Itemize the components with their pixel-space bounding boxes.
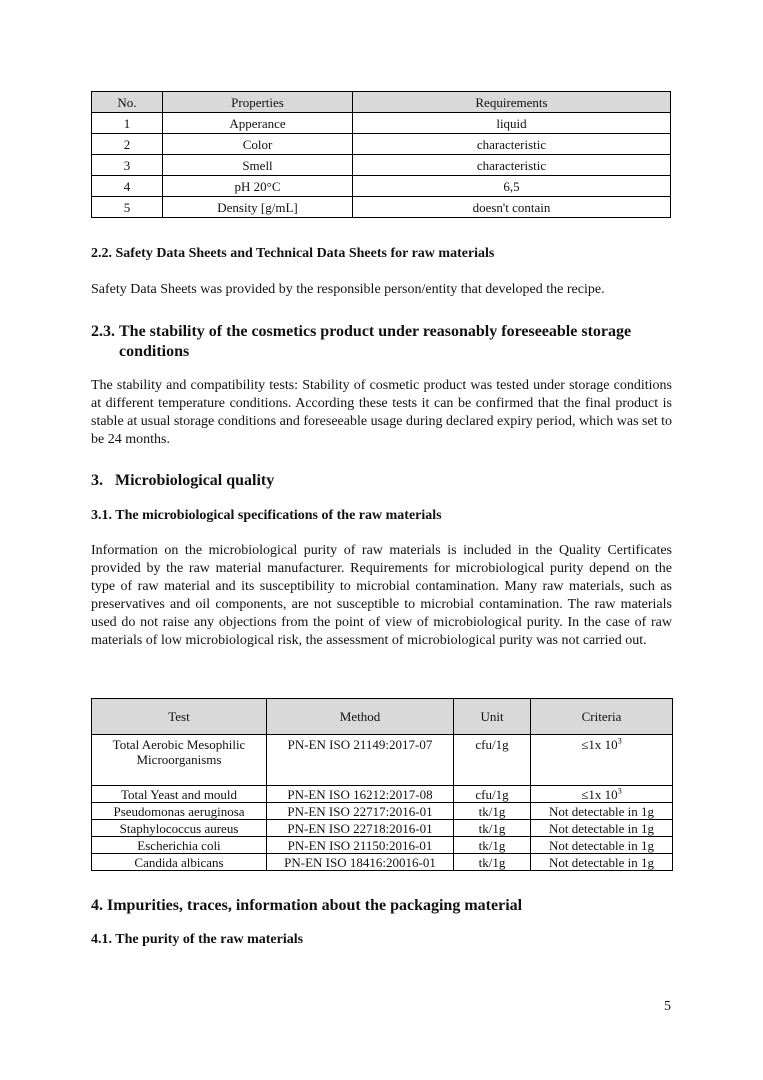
- cell-unit: cfu/1g: [454, 735, 531, 786]
- cell-unit: tk/1g: [454, 837, 531, 854]
- cell-criteria: Not detectable in 1g: [531, 820, 673, 837]
- section-2-3-heading-line2: conditions: [119, 343, 190, 360]
- cell-method: PN-EN ISO 22717:2016-01: [267, 803, 454, 820]
- cell-requirement: characteristic: [353, 134, 671, 155]
- cell-method: PN-EN ISO 22718:2016-01: [267, 820, 454, 837]
- criteria-base: ≤1x 10: [581, 786, 618, 802]
- cell-no: 2: [92, 134, 163, 155]
- criteria-exponent: 3: [617, 736, 622, 746]
- table-row: [92, 155, 671, 176]
- cell-test: Total Aerobic Mesophilic Microorganisms: [92, 735, 267, 786]
- section-3-1-text: Information on the microbiological purity of raw materials is included in the Quality Certificates provided by the raw material manufacturer. Requirements for microbiological purity depend on the type of raw material and its susceptibility to microbial contamination. Many raw materials, such as preservatives and oil components, are not susceptible to microbial contamination. The raw materials used do not raise any objections from the point of view of microbiological purity. In the case of raw materials of low microbiological risk, the assessment of microbiological purity was not carried out.: [91, 543, 672, 648]
- cell-property: Smell: [163, 155, 353, 176]
- cell-method: PN-EN ISO 16212:2017-08: [267, 786, 454, 803]
- cell-criteria: Not detectable in 1g: [531, 803, 673, 820]
- table-row: [92, 854, 673, 871]
- cell-unit: tk/1g: [454, 803, 531, 820]
- criteria-exponent: 3: [617, 786, 622, 796]
- cell-property: Apperance: [163, 113, 353, 134]
- table-row: [92, 735, 673, 786]
- cell-method: PN-EN ISO 21150:2016-01: [267, 837, 454, 854]
- cell-criteria: Not detectable in 1g: [531, 837, 673, 854]
- header-unit: Unit: [454, 699, 531, 735]
- header-method: Method: [267, 699, 454, 735]
- cell-test: Staphylococcus aureus: [92, 820, 267, 837]
- cell-method: PN-EN ISO 18416:20016-01: [267, 854, 454, 871]
- table-row: [92, 803, 673, 820]
- properties-table-header: [92, 92, 671, 113]
- header-test: Test: [92, 699, 267, 735]
- cell-test: Candida albicans: [92, 854, 267, 871]
- cell-requirement: liquid: [353, 113, 671, 134]
- section-2-2-text: Safety Data Sheets was provided by the responsible person/entity that developed the recipe.: [91, 282, 605, 297]
- cell-criteria: [531, 786, 673, 803]
- header-no: No.: [92, 92, 163, 113]
- section-3-1-heading: 3.1. The microbiological specifications of the raw materials: [91, 508, 442, 523]
- microbiological-table: [91, 698, 673, 871]
- cell-unit: tk/1g: [454, 820, 531, 837]
- cell-no: 5: [92, 197, 163, 218]
- header-criteria: Criteria: [531, 699, 673, 735]
- table-row: [92, 176, 671, 197]
- cell-no: 3: [92, 155, 163, 176]
- cell-test: Pseudomonas aeruginosa: [92, 803, 267, 820]
- section-2-3-heading-line1: The stability of the cosmetics product under reasonably foreseeable storage: [119, 323, 632, 340]
- cell-criteria: [531, 735, 673, 786]
- cell-property: pH 20°C: [163, 176, 353, 197]
- section-2-3-text: The stability and compatibility tests: Stability of cosmetic product was tested under storage conditions at different temperature conditions. According these tests it can be confirmed that the final product is stable at usual storage conditions and foreseeable usage during declared expiry period, which was set to be 24 months.: [91, 378, 672, 447]
- table-row: [92, 113, 671, 134]
- microbiological-table-header: [92, 699, 673, 735]
- header-requirements: Requirements: [353, 92, 671, 113]
- cell-test: Escherichia coli: [92, 837, 267, 854]
- section-2-3-heading: [91, 322, 672, 362]
- cell-method: PN-EN ISO 21149:2017-07: [267, 735, 454, 786]
- cell-property: Density [g/mL]: [163, 197, 353, 218]
- cell-requirement: doesn't contain: [353, 197, 671, 218]
- table-row: [92, 134, 671, 155]
- table-row: [92, 197, 671, 218]
- header-properties: Properties: [163, 92, 353, 113]
- section-2-3-number: 2.3.: [91, 323, 115, 340]
- cell-test: Total Yeast and mould: [92, 786, 267, 803]
- section-2-2-heading: 2.2. Safety Data Sheets and Technical Data Sheets for raw materials: [91, 246, 495, 261]
- section-3-heading: 3. Microbiological quality: [91, 472, 275, 489]
- criteria-base: ≤1x 10: [581, 737, 618, 752]
- cell-requirement: 6,5: [353, 176, 671, 197]
- page-number: 5: [664, 999, 671, 1014]
- cell-no: 1: [92, 113, 163, 134]
- section-4-1-heading: 4.1. The purity of the raw materials: [91, 932, 304, 947]
- cell-property: Color: [163, 134, 353, 155]
- cell-no: 4: [92, 176, 163, 197]
- cell-unit: cfu/1g: [454, 786, 531, 803]
- cell-unit: tk/1g: [454, 854, 531, 871]
- cell-requirement: characteristic: [353, 155, 671, 176]
- table-row: [92, 786, 673, 803]
- table-row: [92, 820, 673, 837]
- cell-criteria: Not detectable in 1g: [531, 854, 673, 871]
- section-4-heading: 4. Impurities, traces, information about the packaging material: [91, 897, 523, 914]
- table-row: [92, 837, 673, 854]
- properties-table: [91, 91, 671, 218]
